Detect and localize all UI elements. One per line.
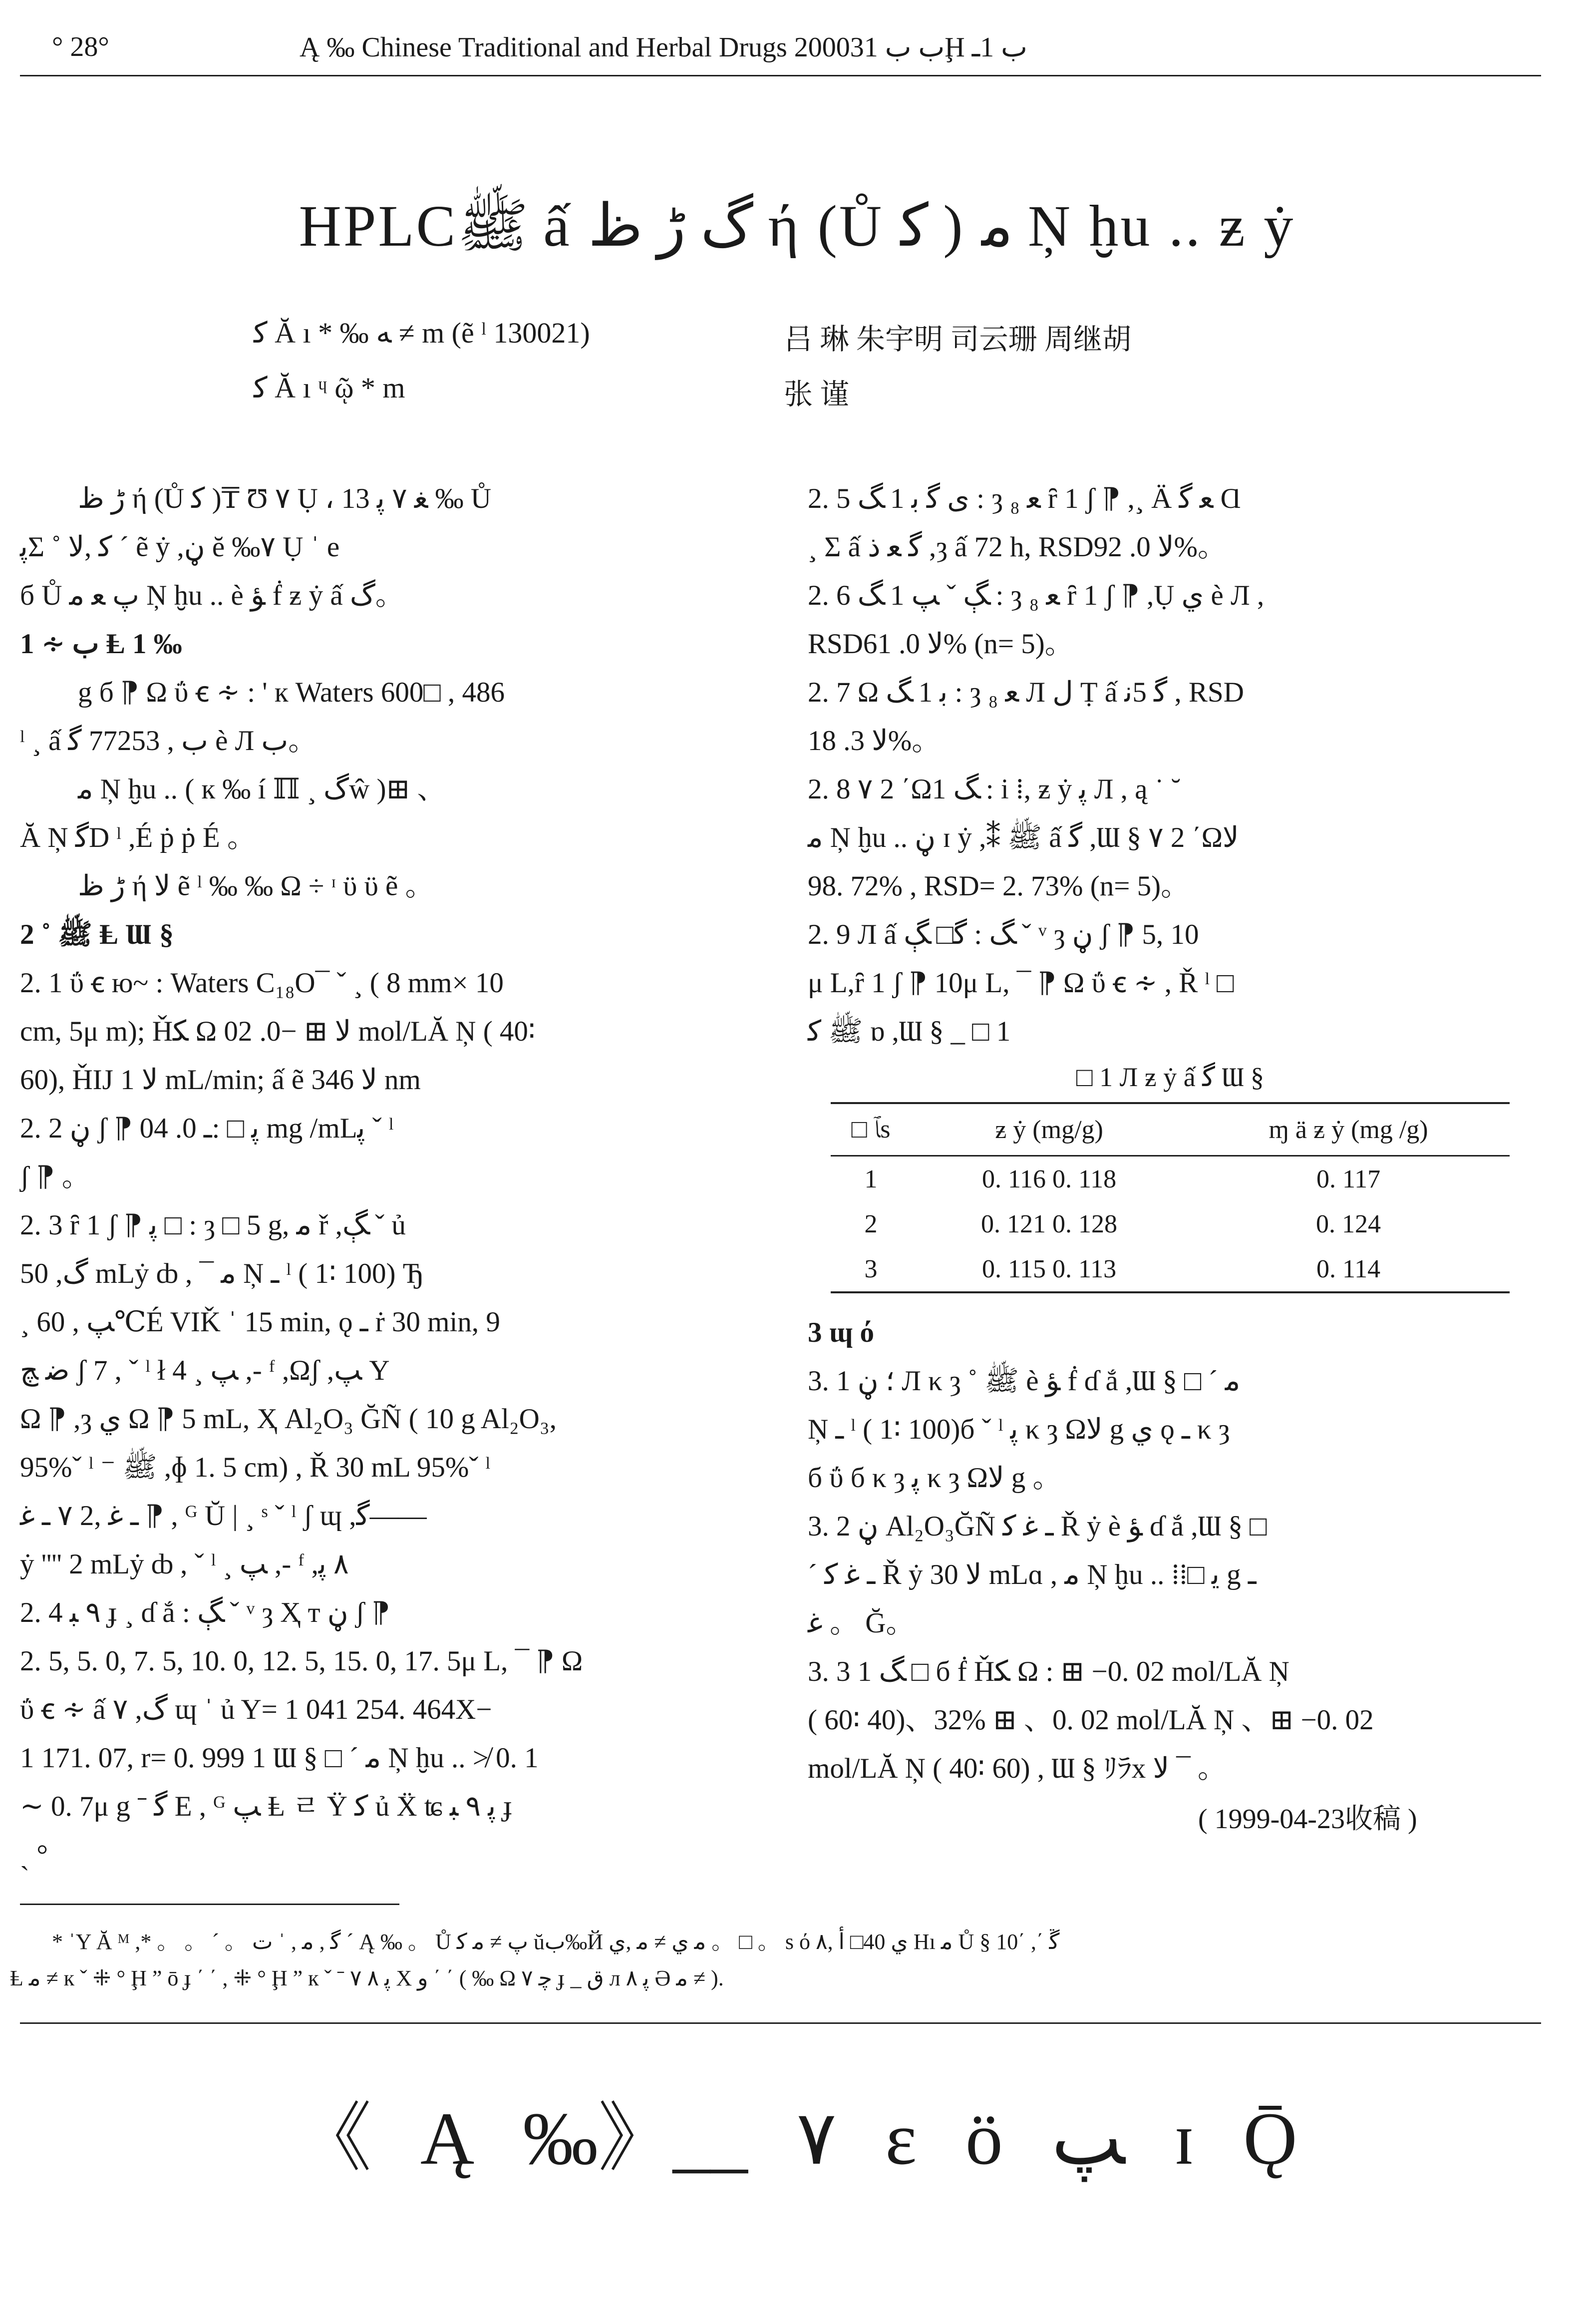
text-line: ﷺ ﻛ ɒ ,Ɯ § _ □ 1	[808, 1016, 1011, 1047]
text-line: ﺿ ﭻ ʃ 7 , ˇ ˡ ł 4 ¸ ﭗ ,- ᶠ ,Ωʃ ,ﭗ Y	[20, 1355, 390, 1386]
page-number: ° 28°	[52, 31, 109, 62]
footer-rule	[20, 2022, 1541, 2024]
received-date: ( 1999-04-23收稿 )	[1198, 1804, 1417, 1835]
text-line: ( 60∶ 40)、32% ⊞ 、0. 02 mol/LĂ Ņ 、⊞ −0. 02	[808, 1704, 1374, 1736]
text-line: ʃ ⁋ 。	[20, 1161, 90, 1192]
text-line: Ă Ņ ﮔD ˡ ,É ṗ ṗ É 。	[20, 822, 256, 853]
text-line: 2. 9 Л ấ ﮓ : ﮔ□ ﮗ ˇ ᵛ ȝ ڼ ʃ ⁋ 5, 10	[808, 919, 1199, 950]
text-line: 3. 1 ؛ ڼ Л κ ȝ ˚ ﷺ è ﺆ ḟ ɗ ắ ,Ɯ § □ ´ ﻣ	[808, 1365, 1241, 1397]
text-line: μ L,ȓ 1 ʃ ⁋ 10μ L, ¯ ⁋ Ω ΰ ꞓ ∻ , Ř ˡ □	[808, 967, 1234, 999]
text-line: ﻻ 3. 18%。	[808, 725, 941, 757]
footnote-rule	[20, 1904, 399, 1905]
text-line: 2. 4 ٩ ﺒ ɟ ¸ ɗ ắ : ﮗ ˇ ᵛ ȝ Ҳ т ڼ ʃ ⁋	[20, 1597, 390, 1628]
text-line: mol/LĂ Ņ ( 40∶ 60) , Ɯ § ﾘﾗx ﻻ ¯ 。	[808, 1753, 1227, 1784]
text-line: ¸ Σ ấ ﮔ ﻌ ﺫ ,ȝ ấ 72 h, RSDﻻ 0. 92%。	[808, 531, 1226, 563]
text-line: 2. 5, 5. 0, 7. 5, 10. 0, 12. 5, 15. 0, 17. 5μ L, ¯ ⁋ Ω	[20, 1645, 583, 1677]
text-line: 2. 2 ڼ ʃ ⁋ ﭘ □ :ـ 0. 04 mg /mLﭘ ˇ ˡ	[20, 1113, 394, 1144]
author-affiliation-garbled-2: ﻛ Ă ı ᶣ ῷ * m	[254, 372, 405, 404]
table-header: ɱ ä ƶ ẏ (mg /g)	[1187, 1103, 1510, 1156]
text-line: ˡ ¸ ấ ب , 77253 ﮔ è Л ب。	[20, 725, 317, 757]
author-names-2: 张 谨	[784, 378, 849, 410]
table-row	[831, 1201, 1510, 1246]
text-line: б Ů ﭖ ﻌ ﻣ Ņ ḫu .. è ﺆ ḟ ƶ ẏ ấ گ。	[20, 580, 404, 611]
table-row	[831, 1246, 1510, 1292]
journal-header: Ą ‰ Chinese Traditional and Herbal Drugs 2000ب ب 31Ḩ ب 1ـ	[300, 32, 1027, 63]
text-line: 1 ∻ ب Ⱡ 1 ‰	[20, 628, 182, 660]
header-rule	[20, 75, 1541, 76]
text-line: 98. 72% , RSD= 2. 73% (n= 5)。	[808, 870, 1190, 902]
author-affiliation-garbled: ﻛ Ă ı * ‰ ﻪ ≠ m (ẽ ˡ 130021)	[254, 317, 590, 349]
results-table	[831, 1061, 1510, 1293]
text-line: ڑ ظ ή (Ů ﻛ )₸ Ʊ ٧ Ụ ، ﻐ ٧ ﭘ 13 ‰ Ů	[78, 483, 492, 514]
text-line: 95%ˇ ˡ ⁻ ﷺ ,ɸ 1. 5 cm) , Ř 30 mL 95%ˇ ˡ	[20, 1452, 491, 1483]
right-column	[808, 474, 1547, 1056]
table-header: ƶ ẏ (mg/g)	[911, 1103, 1187, 1156]
article-title: HPLCﷺ ấ گ ڑ ظ ή (Ů ﻛ ) ﻣ Ņ ḫu .. ƶ ẏ	[299, 193, 1295, 259]
text-line: 2. 3 ȓ 1 ʃ ⁋ ﭘ □ : ȝ □ 5 g, ﻣ ř ,ﮗ ˇ ủ	[20, 1209, 406, 1241]
table-cell: 0. 124	[1316, 1209, 1381, 1238]
table-cell: 1	[864, 1164, 878, 1193]
text-line: 60), ȞIJ ﻻ 1 mL/min; ấ ẽ ﻻ 346 nm	[20, 1064, 421, 1096]
table	[831, 1102, 1510, 1293]
table-cell: 0. 114	[1187, 1246, 1510, 1292]
table-cell: 2	[864, 1209, 878, 1238]
table-cell: 0. 115 0. 113	[911, 1246, 1187, 1292]
footnote-line-2: Ⱡ ﻣ ≠ к ˇ ⁜ ° Ḩ ˮ ō ɟ ΄ ΄ , ⁜ ° Ḩ ˮ к ˇ ˉ ﭘ ٨ ٧ X ﻭ ΄ ΄ ( ‰ Ω ﭼ ٧ ɟ _ ﻕ л ﭘ ٨ Ә ﻣ ≠ ).	[10, 1966, 724, 1990]
footer-banner: 《 Ą ‰》__ ٧ ɛ ӧ ﭗ ɪ Ǭ	[297, 2097, 1297, 2180]
text-line: Ņ ـ ˡ ( 1∶ 100)б ˇ ˡ ﭘ κ ȝ Ωﻻ g ﻱ ǫ ـ κ ȝ	[808, 1414, 1230, 1445]
text-line: ´ ـ ﻏ ﻛ Ř ẏ ﻻ 30 mLɑ , ﻣ Ņ ḫu .. ⁞⁞□ ﻳ g ـ	[808, 1559, 1257, 1590]
text-line: g б ⁋ Ω ΰ ꞓ ∻ : ' к Waters 600□ , 486	[78, 677, 505, 708]
text-line: 2. 5 ﻯ ﮔ ﺑ 1 ﮓ : ȝ ₈ ﻌ ȓ 1 ʃ ⁋ ,¸ Ä ﻌ ﮔ Ɑ	[808, 483, 1241, 514]
text-line: ẏ '''' 2 mLẏ ȸ , ˇ ˡ ¸ ﭗ ,- ᶠ ,٨ ﭘ	[20, 1549, 349, 1580]
table-row	[831, 1156, 1510, 1202]
text-line: ∼ 0. 7μ g ˉ ﮔ E , ᴳ ﭗ Ⱡ ﾩ Ÿ ﻛ ủ Ẍ ʨ ﭘ ٩ ﺒ ɟ	[20, 1791, 513, 1822]
text-line: 2. 8 ٧ 2 ΄Ω1 ﮓ : i ⁞, ƶ ẏ ﭘ Л , ą ˙ ˘	[808, 774, 1181, 805]
text-line: 2. 7 Ω ﺑ 1 ﮓ : ȝ ₈ ﻌ Л ﻝ Ṭ ấ ﮔ 5ﻧ , RSD	[808, 677, 1244, 708]
left-column	[20, 474, 759, 1879]
text-line: 3. 2 ڼ Al₂O₃ĞÑ ـ ﻏ ﻛ Ř ẏ è ﺆ ɗ ắ ,Ɯ § □	[808, 1511, 1267, 1542]
table-cell: 3	[831, 1246, 911, 1292]
text-line: 2. 1 ΰ ꞓ ю~ : Waters C₁₈O¯ ˇ ¸ ( 8 mm× 10	[20, 967, 504, 999]
text-line: 1 171. 07, r= 0. 999 1 Ɯ § □ ´ ﻣ Ņ ḫu .. ≯ 0. 1	[20, 1742, 539, 1774]
text-line: 3 ɰ ό	[808, 1317, 874, 1348]
right-column-conclusion	[808, 1308, 1547, 1793]
text-line: گ, 50 mLẏ ȸ , ¯ ﻣ Ņ ـ ˡ ( 1∶ 100) Ђ	[20, 1258, 424, 1289]
table-cell: 0. 116 0. 118	[981, 1164, 1117, 1193]
table-cell: 0. 117	[1316, 1164, 1381, 1193]
text-line: ˏ °	[20, 1839, 48, 1871]
text-line: ΰ ꞓ ∻ ấ گ, ٧ ɰ ˈ ủ Y= 1 041 254. 464X−	[20, 1694, 492, 1725]
author-names: 吕 琳 朱宇明 司云珊 周继胡	[784, 323, 1132, 356]
text-line: ﻏ 。 Ğ。	[808, 1607, 915, 1639]
text-line: Ω ⁋ ,ȝ ﻱ Ω ⁋ 5 mL, Ҳ Al₂O₃ ĞÑ ( 10 g Al₂O₃,	[20, 1403, 557, 1435]
text-line: ﻣ Ņ ḫu .. ڼ ɪ ẏ ,⁑ ﷺ ấ ﮔ ,Ɯ § ٧ 2 ΄Ωﻻ	[808, 822, 1239, 853]
text-line: RSDﻻ 0. 61% (n= 5)。	[808, 628, 1073, 660]
footnote-line-1: * ˈY Ă ᴹ ,* 。 。 ˊ 。 ﮔ , ﻣ , ˈ ﺕ ˊ Ą ‰ 。 Ů ﭖ ≠ ﻣ ﮐ ŭﺏ‰Й ﻣ ﻱ ≠ ﻣ ,ﻱ 。 □ 。 s ό ﻱ 40□ ﺃ ,٨ Hı ﻣ Ů § 10΄ ,΄ ﮜ	[52, 1930, 1060, 1954]
text-line: ¸ ﭗ , 60℃É VIǨ ˈ 15 min, ǫ ـ ṙ 30 min, 9	[20, 1306, 500, 1338]
text-line: cm, 5μ m); Ȟﮑ Ω ﻻ ⊞ −0. 02 mol/LĂ Ņ ( 40∶	[20, 1016, 536, 1047]
text-line: ـ ﻏ ,2 ٧ ـ ﻏ ⁋ , ᴳ Ŭ | ¸ ˢ ˇ ˡ ʃ ɰ ,ﮔ——	[20, 1500, 427, 1532]
table-header: □ ﭑs	[831, 1103, 911, 1156]
table-cell: 0. 121 0. 128	[981, 1209, 1118, 1238]
text-line: ڑ ظ ή ﻻ ẽ ˡ ‰ ‰ Ω ÷ ᶦ ϋ ϋ ẽ 。	[78, 870, 434, 902]
text-line: ﻣ Ņ ḫu .. ( к ‰ í ℿ ¸ گŵ )⊞ 、	[78, 774, 446, 805]
text-line: 2 ˚ ﷺ Ⱡ Ɯ §	[20, 919, 174, 950]
text-line: 2. 6 ﮗ ˇ ﭗ 1 ﮓ : ȝ ₈ ﻌ ȓ 1 ʃ ⁋ ,Ụ ﻱ è Л ,	[808, 580, 1265, 611]
text-line: ﭘΣ ˚ ﻛ ,ﻻ ´ ẽ ẏ ,ڼ ĕ ‰٧ Ụ ˈ e	[20, 531, 340, 563]
text-line: 3. 3 1 ﮓ □ б ḟ Ȟﮑ Ω : ⊞ −0. 02 mol/LĂ Ņ	[808, 1656, 1289, 1687]
table-caption: □ 1 Л ƶ ẏ ấ ﮔ Ɯ §	[1076, 1062, 1264, 1092]
text-line: б ΰ б κ ȝ ﭘ κ ȝ Ωﻻ g 。	[808, 1462, 1061, 1494]
